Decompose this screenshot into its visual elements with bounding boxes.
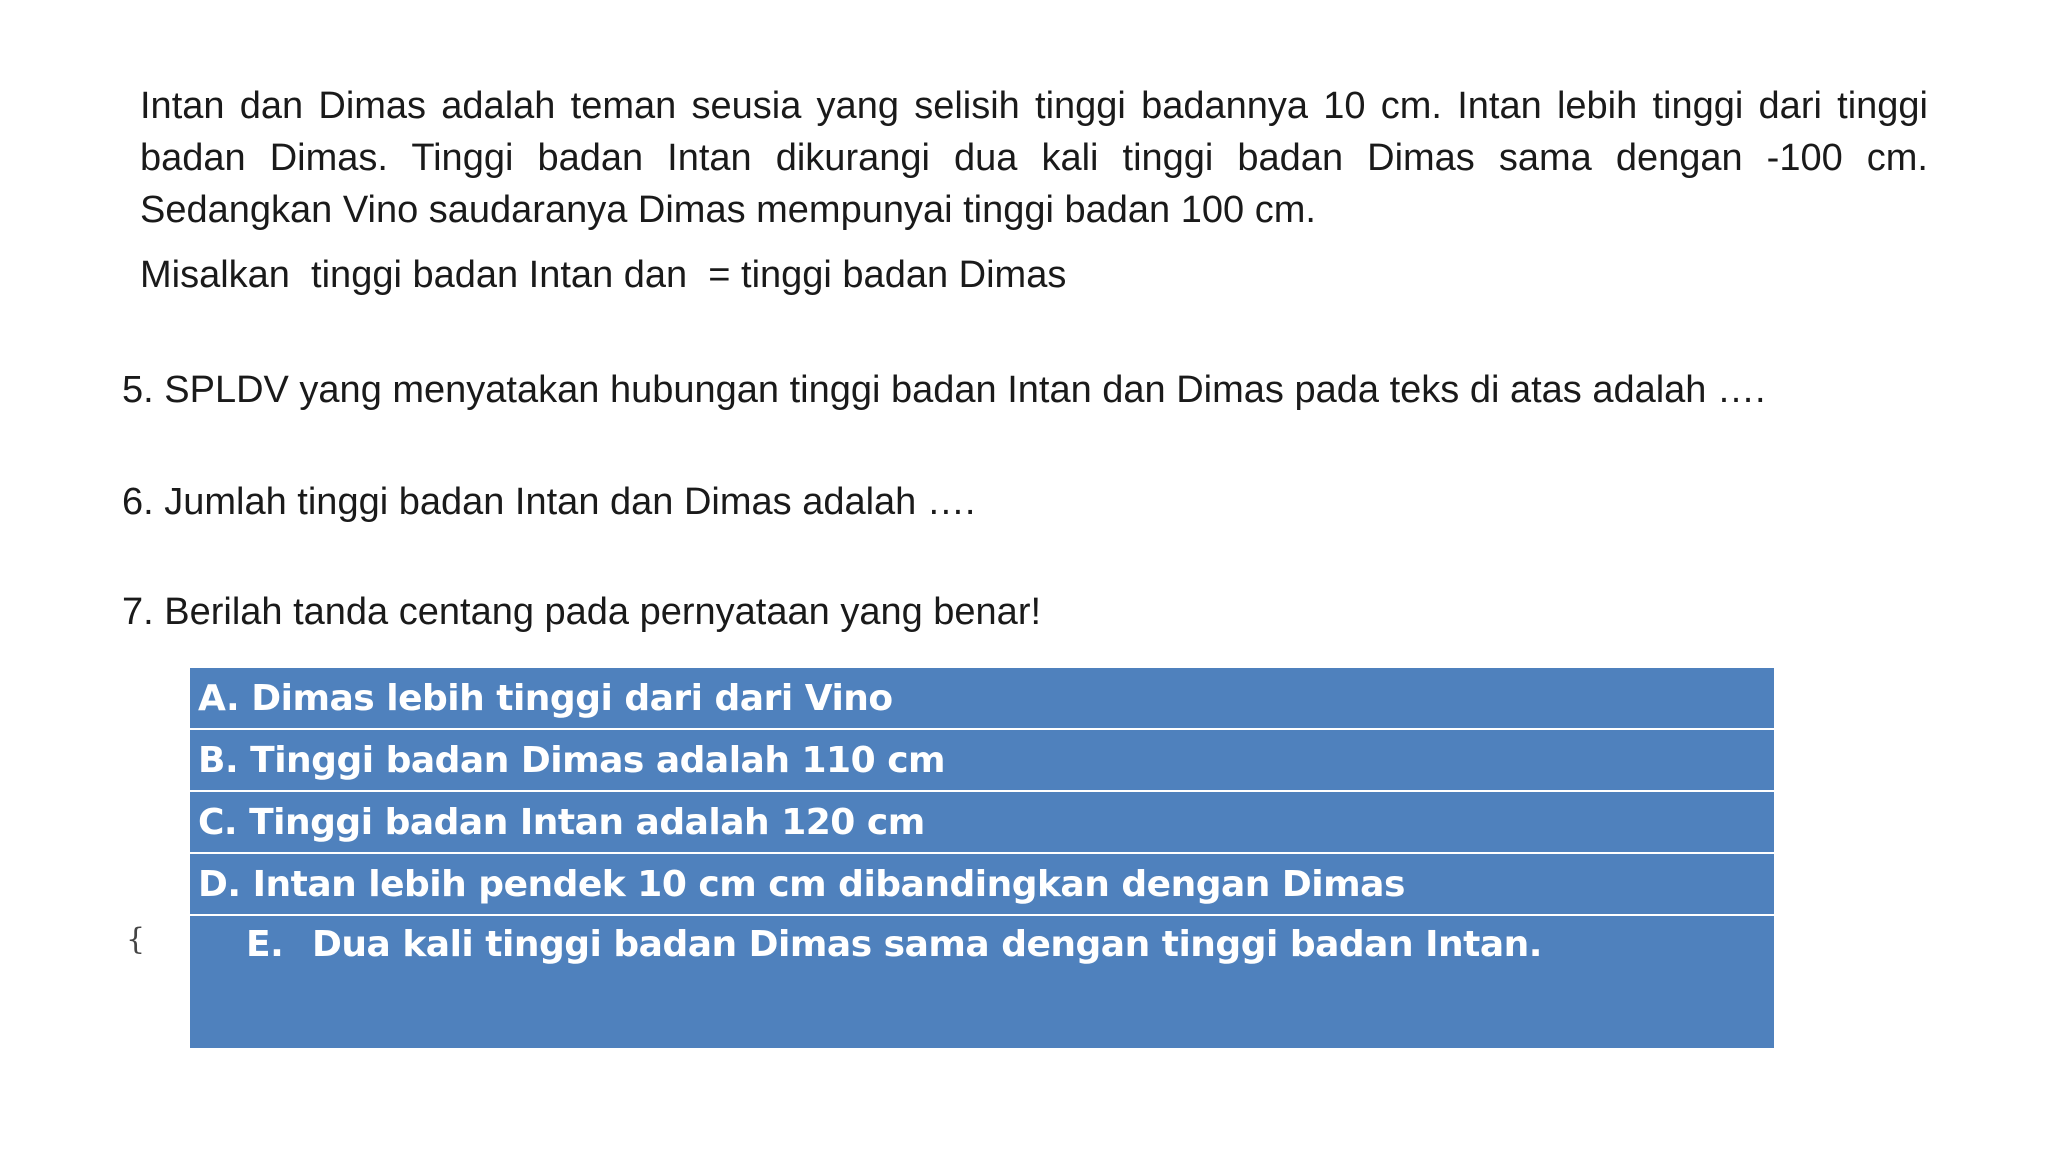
option-row-b[interactable] xyxy=(190,729,1774,791)
option-c[interactable]: C. Tinggi badan Intan adalah 120 cm xyxy=(190,791,1774,853)
bracket-mark: { xyxy=(126,922,146,957)
question-6: 6. Jumlah tinggi badan Intan dan Dimas adalah …. xyxy=(122,481,976,523)
passage-assumption: Misalkan tinggi badan Intan dan = tinggi badan Dimas xyxy=(140,254,1067,296)
option-d[interactable]: D. Intan lebih pendek 10 cm cm dibandingkan dengan Dimas xyxy=(190,853,1774,915)
option-a[interactable]: A. Dimas lebih tinggi dari dari Vino xyxy=(190,668,1774,729)
question-7: 7. Berilah tanda centang pada pernyataan yang benar! xyxy=(122,591,1042,633)
option-row-d[interactable] xyxy=(190,853,1774,915)
options-table xyxy=(190,668,1774,1048)
option-e-text: Dua kali tinggi badan Dimas sama dengan tinggi badan Intan. xyxy=(312,924,1542,965)
option-row-c[interactable] xyxy=(190,791,1774,853)
option-e-letter: E. xyxy=(246,924,284,965)
passage-intro: Intan dan Dimas adalah teman seusia yang selisih tinggi badannya 10 cm. Intan lebih tinggi dari tinggi badan Dimas. Tinggi badan Intan dikurangi dua kali tinggi badan Dimas sama dengan -100 cm. Sedangkan Vino saudaranya Dimas mempunyai tinggi badan 100 cm. xyxy=(140,85,1928,231)
question-5: 5. SPLDV yang menyatakan hubungan tinggi badan Intan dan Dimas pada teks di atas adalah …. xyxy=(122,369,1766,411)
option-e[interactable] xyxy=(190,915,1774,1048)
option-row-e[interactable] xyxy=(190,915,1774,1048)
option-row-a[interactable] xyxy=(190,668,1774,729)
option-b[interactable]: B. Tinggi badan Dimas adalah 110 cm xyxy=(190,729,1774,791)
